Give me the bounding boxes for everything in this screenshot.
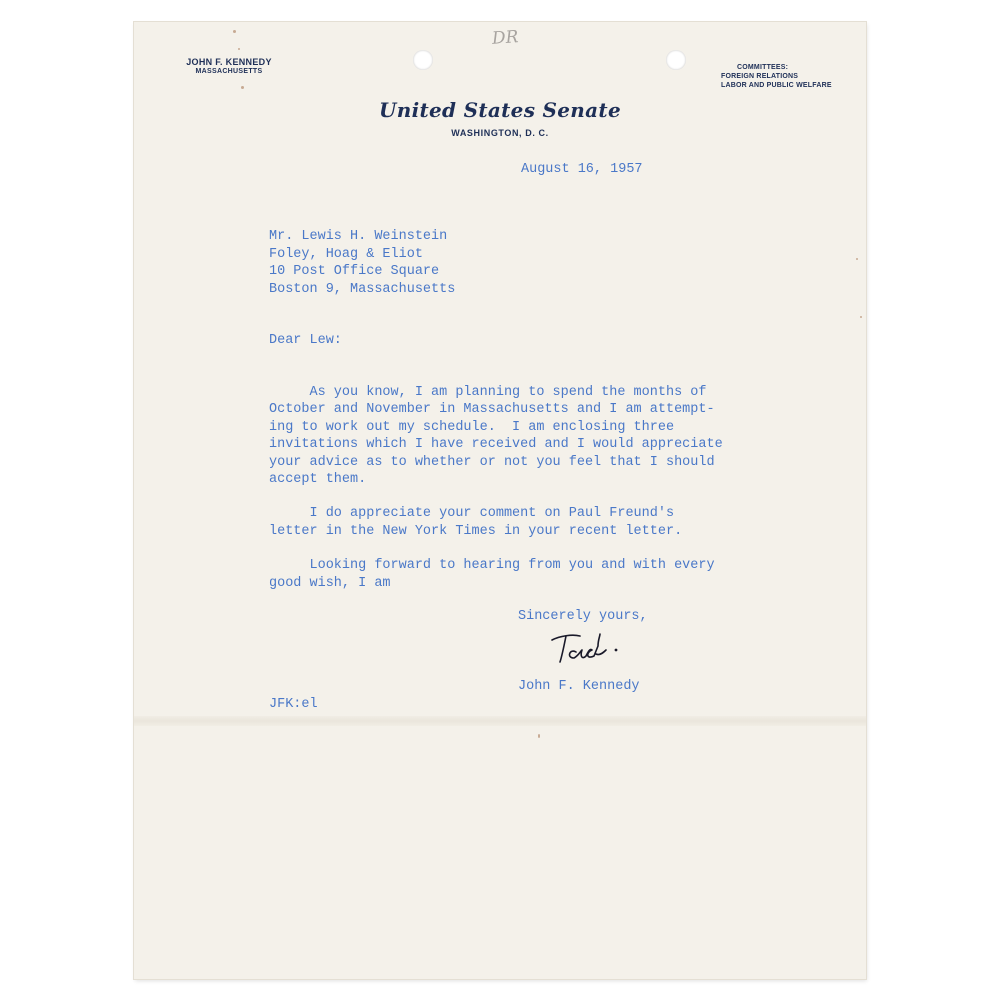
paragraph: As you know, I am planning to spend the months of October and November in Massachusetts and I am attempt- ing to work out my schedule. I am enclosing three invitations which I have received and I would appreciate your advice as to whether or not you feel that I should accept them. xyxy=(269,385,723,488)
recipient-address xyxy=(269,228,455,298)
salutation: Dear Lew: xyxy=(269,333,342,348)
letterhead-committees xyxy=(721,63,861,90)
fold-crease xyxy=(134,716,866,726)
letterhead-city: WASHINGTON, D. C. xyxy=(451,128,549,138)
pencil-note: DR xyxy=(491,27,520,49)
recipient-name: Mr. Lewis H. Weinstein xyxy=(269,229,448,244)
paragraph: Looking forward to hearing from you and with every good wish, I am xyxy=(269,558,715,591)
committee-item: FOREIGN RELATIONS xyxy=(721,73,799,81)
committees-heading: COMMITTEES: xyxy=(737,64,789,71)
committee-item: LABOR AND PUBLIC WELFARE xyxy=(721,82,832,90)
recipient-firm: Foley, Hoag & Eliot xyxy=(269,246,423,262)
sender-state: MASSACHUSETTS xyxy=(195,68,263,76)
paragraph: I do appreciate your comment on Paul Freund's letter in the New York Times in your recent letter. xyxy=(269,506,683,539)
closing: Sincerely yours, xyxy=(518,609,648,624)
letterhead-sender xyxy=(134,57,324,77)
punch-hole-left xyxy=(413,50,433,70)
signer-name: John F. Kennedy xyxy=(518,679,640,694)
punch-hole-right xyxy=(666,50,686,70)
recipient-city: Boston 9, Massachusetts xyxy=(269,281,456,297)
letter-page xyxy=(134,22,866,979)
letterhead-title: United States Senate xyxy=(379,98,621,122)
letter-date: August 16, 1957 xyxy=(521,162,643,177)
letter-body xyxy=(269,384,723,592)
typist-initials: JFK:el xyxy=(269,697,318,712)
sender-name: JOHN F. KENNEDY xyxy=(186,57,272,67)
handwritten-signature xyxy=(546,626,636,666)
recipient-street: 10 Post Office Square xyxy=(269,264,440,279)
